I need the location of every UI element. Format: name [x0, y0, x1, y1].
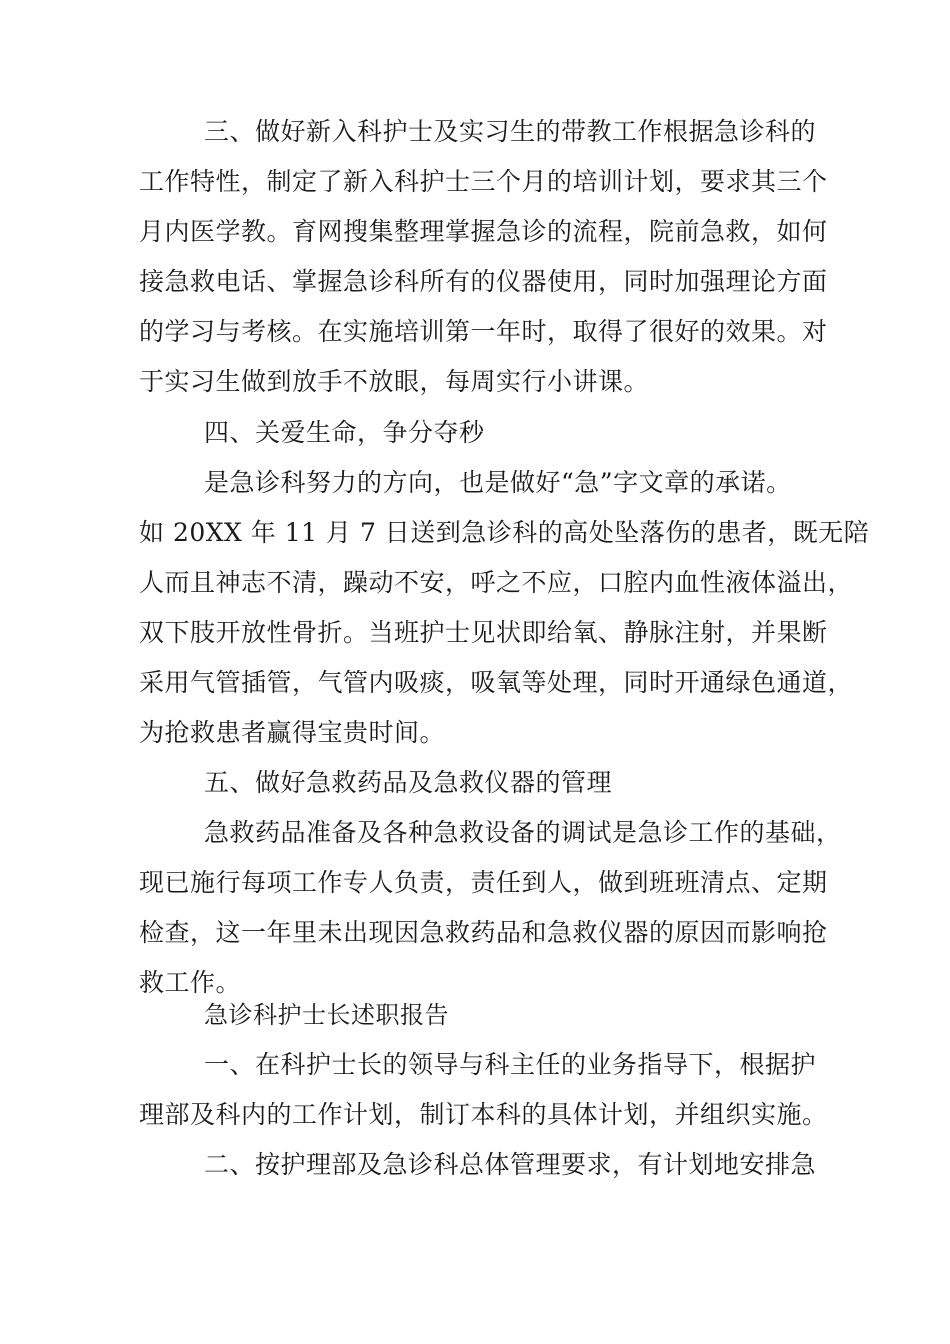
paragraph-4-line-5: 采用气管插管，气管内吸痰，吸氧等处理，同时开通绿色通道，	[139, 668, 854, 697]
report-item-1-line-2: 理部及科内的工作计划，制订本科的具体计划，并组织实施。	[139, 1100, 828, 1129]
section-5-heading: 五、做好急救药品及急救仪器的管理	[204, 768, 613, 797]
paragraph-4-line-3: 人而且神志不清，躁动不安，呼之不应，口腔内血性液体溢出，	[139, 568, 854, 597]
paragraph-3-line-3: 月内医学教。育网搜集整理掌握急诊的流程，院前急救，如何	[139, 217, 828, 246]
paragraph-3-heading-line: 三、做好新入科护士及实习生的带教工作根据急诊科的	[204, 117, 817, 146]
paragraph-5-line-2: 现已施行每项工作专人负责，责任到人，做到班班清点、定期	[139, 868, 828, 897]
paragraph-4-line-4: 双下肢开放性骨折。当班护士见状即给氧、静脉注射，并果断	[139, 618, 828, 647]
section-4-heading: 四、关爱生命，争分夺秒	[204, 418, 485, 447]
paragraph-3-line-2: 工作特性，制定了新入科护士三个月的培训计划，要求其三个	[139, 167, 828, 196]
paragraph-5-line-1: 急救药品准备及各种急救设备的调试是急诊工作的基础，	[204, 818, 842, 847]
paragraph-5-line-4: 救工作。	[139, 968, 242, 997]
paragraph-4-line-6: 为抢救患者赢得宝贵时间。	[139, 718, 446, 747]
paragraph-4-line-2: 如 20XX 年 11 月 7 日送到急诊科的高处坠落伤的患者，既无陪	[139, 518, 870, 547]
paragraph-3-line-5: 的学习与考核。在实施培训第一年时，取得了很好的效果。对	[139, 317, 828, 346]
report-title: 急诊科护士长述职报告	[204, 1001, 449, 1029]
report-item-1-line-1: 一、在科护士长的领导与科主任的业务指导下，根据护	[204, 1050, 817, 1079]
paragraph-4-line-1: 是急诊科努力的方向，也是做好“急”字文章的承诺。	[204, 468, 792, 497]
report-item-2-line-1: 二、按护理部及急诊科总体管理要求，有计划地安排急	[204, 1150, 817, 1179]
paragraph-5-line-3: 检查，这一年里未出现因急救药品和急救仪器的原因而影响抢	[139, 918, 828, 947]
paragraph-3-line-4: 接急救电话、掌握急诊科所有的仪器使用，同时加强理论方面	[139, 267, 828, 296]
paragraph-3-line-6: 于实习生做到放手不放眼，每周实行小讲课。	[139, 367, 650, 396]
